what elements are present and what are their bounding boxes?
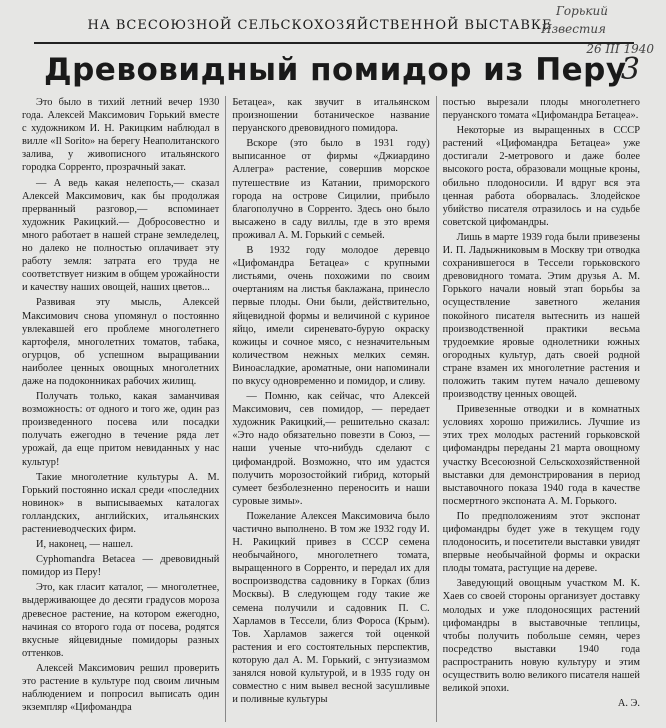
column-divider [225,96,226,722]
paragraph: И, наконец, — нашел. [36,539,134,551]
paragraph: Это, как гласит каталог, — многолетнее, выдерживающее до десяти градусов мороза древесное растение, на котором ежегодно, начиная со второго года от посева, родятся вкусные яйцевидные помидоры разных оттенков. [22,582,220,659]
article-body [22,96,640,722]
article-column-3 [443,96,640,722]
paragraph: Лишь в марте 1939 года были привезены И. П. Ладыжниковым в Москву три отводка сохранившегося в Тессели горьковского древовидного томата. Этим друзья А. М. Горького начали новый этап борьбы за осуществление заветного желания покойного писателя вытеснить из нашей производственной практики весьма трудоемкие яровые однолетники южных огородных культур, дать своей родной стране взамен их многолетние растения и положить таким путем начало дешевому производству ценных овощей. [442,231,640,401]
paragraph: В 1932 году молодое деревцо «Цифомандра Бетацеа» с крупными листьями, очень похожими по своим очертаниям на листья баклажана, принесло первые плоды. Они были, действительно, яйцевидной формы и величиной с куриное яйцо, имели сиреневато-бурую окраску кожицы и сочное мясо, с незначительным количеством нежных мелких семян. Виноасладкие, ароматные, они напоминали по вкусу одновременно и помидор, и сливу. [232,245,430,387]
handwritten-note-source: Известия [541,22,606,36]
paragraph: Бетацеа», как звучит в итальянском произношении ботаническое название перуанского древовидного помидора. [232,97,430,135]
handwritten-date: 26 III 1940 [586,42,654,56]
paragraph: постью вырезали плоды многолетнего перуанского томата «Цифомандра Бетацеа». [442,97,640,122]
author-signature: А. Э. [617,698,640,710]
article-column-2 [232,96,429,722]
paragraph: — Помню, как сейчас, что Алексей Максимович, сев помидор, — передает художник Ракицкий,— решительно сказал: «Это надо обязательно повезти в Союз, — наши ученые что-нибудь сделают с цифомандрой. Возможно, что им удастся получить морозостойкий гибрид, который сумеет безболезненно переносить и наши суровые зимы». [232,391,430,507]
paragraph: Вскоре (это было в 1931 году) выписанное от фирмы «Джиардино Аллегра» растение, совершив морское путешествие из Катании, приморского города на острове Сицилии, прибыло благополучно в Сорренто. Здесь оно было высажено в саду виллы, где в это время проживал А. М. Горький с семьей. [232,138,430,241]
paragraph: Развивая эту мысль, Алексей Максимович снова упомянул о постоянно увлекавшей его проблеме многолетнего картофеля, многолетних томатов, табака, огурцов, об успешном выращивании наиболее ценных овощных многолетних даже на подоконниках рабочих жилищ. [22,297,220,387]
paragraph: Некоторые из выращенных в СССР растений «Цифомандра Бетацеа» уже достигали 2-метрового и даже более высокого роста, образовали мощные кроны, обильно плодоносили. И вдруг вся эта ценная работа оборвалась. Злодейское убийство писателя отразилось и на судьбе советской цифомандры. [442,125,640,228]
handwritten-page-number: 3 [620,52,640,87]
section-rubric: НА ВСЕСОЮЗНОЙ СЕЛЬСКОХОЗЯЙСТВЕННОЙ ВЫСТАВКЕ [87,18,553,33]
article-headline: Древовидный помидор из Перу [44,52,627,88]
column-divider [436,96,437,722]
paragraph: Алексей Максимович решил проверить это растение в культуре под своим личным наблюдением и попросил выписать один экземпляр «Цифомандра [22,662,220,714]
paragraph: Заведующий овощным участком М. К. Хаев со своей стороны организует доставку молодых и уже плодоносящих растений цифомандры в выставочные теплицы, чтобы получить побольше семян, через посредство выставки 1940 года распространить новую культуру и этим осуществить волю великого писателя нашей великой эпохи. [442,578,640,695]
paragraph: По предположениям этот экспонат цифомандры будет уже в текущем году плодоносить, и посетители выставки увидят впервые необычайной формы и окраски плоды томата, растущие на дереве. [442,510,640,575]
paragraph: Такие многолетние культуры А. М. Горький постоянно искал среди «последних новинок» в выписываемых каталогах голландских, английских, итальянских растениеводческих фирм. [22,471,220,535]
article-column-1 [22,96,219,722]
paragraph: Получать только, какая заманчивая возможность: от одного и того же, один раз произведенного посева или посадки получать ежегодно в течение ряда лет урожай, да еще притом невиданных у нас культур! [22,391,220,468]
paragraph: Пожелание Алексея Максимовича было частично выполнено. В том же 1932 году И. Н. Ракицкий привез в СССР семена необычайного, многолетнего томата, выращенного в Сорренто, и передал их для воспроизводства садовнику в Горках (близ Москвы). В следующем году такие же семена получили и садовник П. С. Харламов в Тессели, близ Фороса (Крым). Тов. Харламов зажегся той оценкой растения и его состоятельных перспектив, которую дал А. М. Горький, с энтузиазмом занялся новой культурой, и в 1935 году он совместно с ним вывел весной засушливые и поливные культуры [232,510,430,706]
paragraph: Это было в тихий летний вечер 1930 года. Алексей Максимович Горький вместе с художником И. Н. Ракицким наблюдал в вилле «Il Sorito» на берегу Неаполитанского залива, у живописного итальянского городка Сорренто, прозрачный закат. [22,97,220,174]
rubric-divider [34,42,634,44]
paragraph: Привезенные отводки и в комнатных условиях хорошо прижились. Лучшие из этих трех молодых растений горьковской цифомандры переданы 21 марта овощному участку Всесоюзной Сельскохозяйственной выставки для демонстрирования в период выставочного показа 1940 года в качестве посмертного экспоната А. М. Горького. [442,404,640,507]
paragraph: Cyphomandra Betacea — древовидный помидор из Перу! [22,554,220,579]
paragraph: — А ведь какая нелепость,— сказал Алексей Максимович, как бы продолжая прерванный разговор,— вспоминает художник Ракицкий.— Добросовестно и много работает в нашей стране земледелец, но далеко не полностью оплачивает эту работу земля: затрата его труда не соответствует низким в общем урожайности и качеству наших овощей, наших цветов... [22,177,220,294]
handwritten-note-top: Горький [555,4,608,18]
